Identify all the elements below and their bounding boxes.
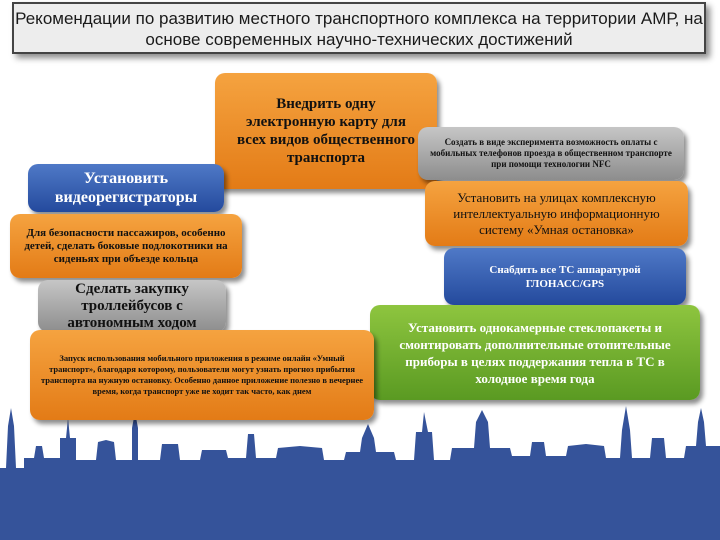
electronic-map-box: [215, 73, 437, 189]
glonass-box: [444, 248, 686, 305]
title-box: [12, 2, 706, 54]
electronic-map-text: Внедрить одну электронную карту для всех видов общественного транспорта: [236, 96, 416, 166]
smart-stop-text: Установить на улицах комплексную интеллектуальную информационную систему «Умная остановка»: [453, 189, 660, 237]
smart-stop-box: [425, 181, 688, 246]
glonass-text: Снабдить все ТС аппаратурой ГЛОНАСС/GPS: [489, 263, 641, 290]
trolleybus-text: Сделать закупку троллейбусов с автономным ходом: [67, 280, 197, 331]
nfc-payment-text: Создать в виде эксперимента возможность оплаты с мобильных телефонов проезда в общественном транспорте при помощи технологии NFC: [430, 137, 672, 169]
page-title: Рекомендации по развитию местного транспортного комплекса на территории АМР, на основе современных научно-технических достижений: [15, 9, 703, 49]
mobile-app-text: Запуск использования мобильного приложения в режиме онлайн «Умный транспорт», благодаря которому, пользователи могут узнать прогноз прибытия транспорта на нужную остановку. Особенно данное приложение полезно в вечернее время, когда транспорт уже не ходит так часто, как днем: [40, 353, 363, 396]
nfc-payment-box: [418, 127, 684, 180]
trolleybus-box: [38, 280, 226, 332]
glazing-heating-text: Установить однокамерные стеклопакеты и смонтировать дополнительные отопительные приборы в целях поддержания тепла в ТС в холодное время года: [399, 319, 671, 386]
glazing-heating-box: [370, 305, 700, 400]
armrests-text: Для безопасности пассажиров, особенно детей, сделать боковые подлокотники на сиденьях при объезде кольца: [24, 226, 228, 265]
dashcam-box: [28, 164, 224, 212]
mobile-app-box: [30, 330, 374, 420]
armrests-box: [10, 214, 242, 278]
dashcam-text: Установить видеорегистраторы: [54, 170, 198, 206]
